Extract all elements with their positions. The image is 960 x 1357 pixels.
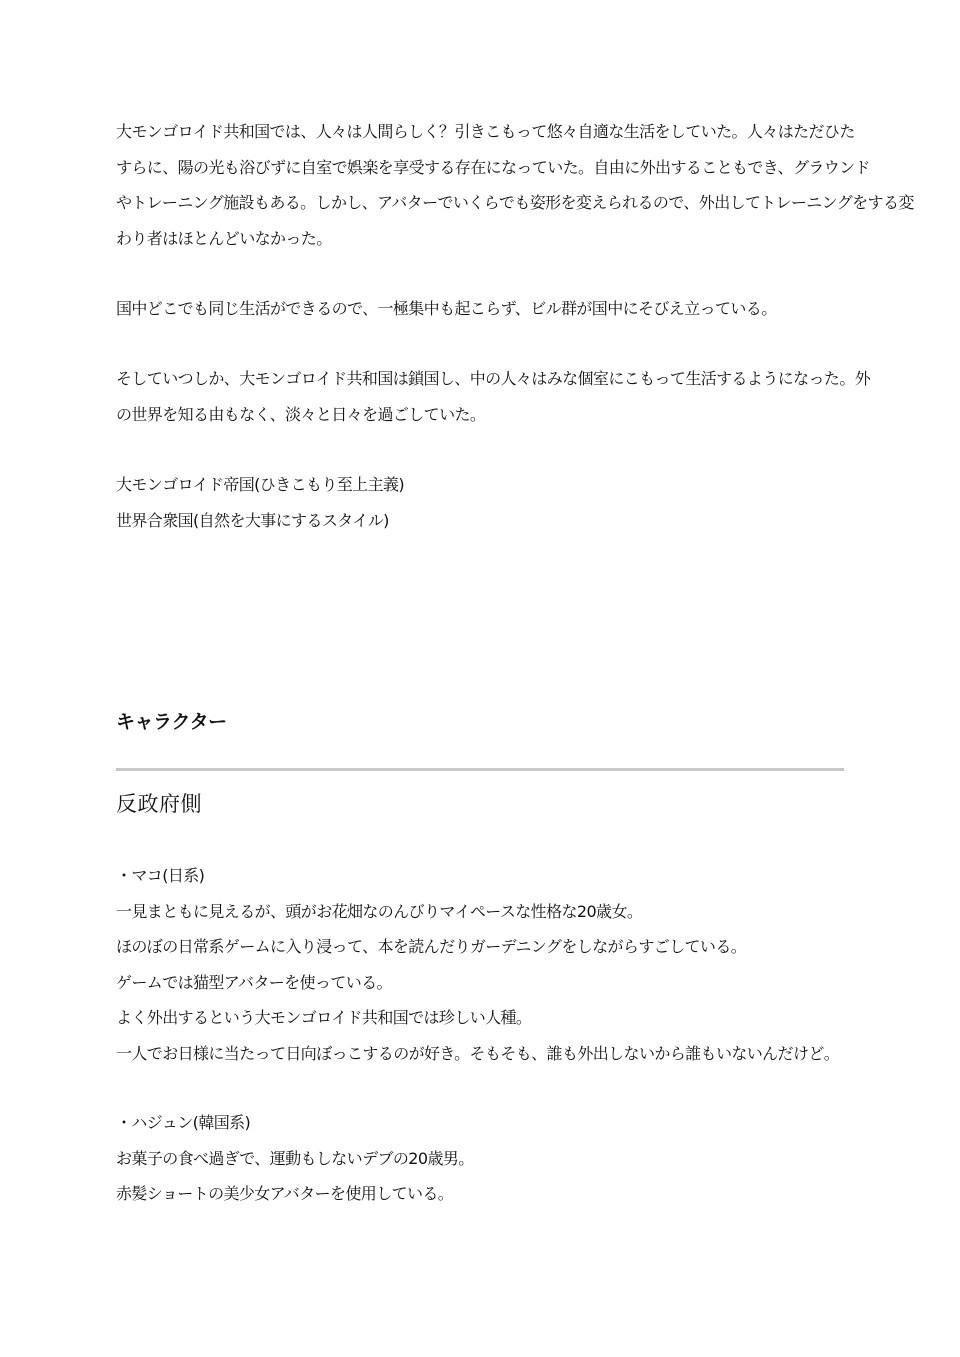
section-divider xyxy=(116,768,844,771)
characters-heading: キャラクター xyxy=(116,711,227,733)
text-line: 一見まともに見えるが、頭がお花畑なのんびりマイペースな性格な20歳女。 xyxy=(116,901,643,921)
faction-heading: 反政府側 xyxy=(116,792,202,816)
intro-paragraph-1 xyxy=(116,114,914,256)
text-line: 大モンゴロイド共和国では、人々は人間らしく？引きこもって悠々自適な生活をしていた。人々はただひた xyxy=(116,122,855,141)
text-line: ほのぼの日常系ゲームに入り浸って、本を読んだりガーデニングをしながらすごしている。 xyxy=(116,937,747,956)
text-line: わり者はほとんどいなかった。 xyxy=(116,228,332,248)
character-mako xyxy=(116,858,846,1071)
character-name: ・ハジュン(韓国系) xyxy=(116,1113,251,1132)
text-line: 一人でお日様に当たって日向ぼっこするのが好き。そもそも、誰も外出しないから誰もいないんだけど。 xyxy=(116,1043,840,1063)
text-line: すらに、陽の光も浴びずに自室で娯楽を享受する存在になっていた。自由に外出することもでき、グラウンド xyxy=(116,157,870,177)
text-line: やトレーニング施設もある。しかし、アバターでいくらでも姿形を変えられるので、外出してトレーニングをする変 xyxy=(116,193,914,212)
text-line: の世界を知る由もなく、淡々と日々を過ごしていた。 xyxy=(116,404,486,424)
intro-paragraph-2 xyxy=(116,291,846,327)
text-line: 大モンゴロイド帝国(ひきこもり至上主義) xyxy=(116,475,405,494)
character-hajun xyxy=(116,1105,846,1212)
country-list xyxy=(116,467,846,538)
text-line: そしていつしか、大モンゴロイド共和国は鎖国し、中の人々はみな個室にこもって生活するようになった。外 xyxy=(116,369,871,388)
character-name: ・マコ(日系) xyxy=(116,866,205,885)
text-line: ゲームでは猫型アバターを使っている。 xyxy=(116,972,392,992)
text-line: 世界合衆国(自然を大事にするスタイル) xyxy=(116,510,389,530)
intro-paragraph-3 xyxy=(116,361,871,432)
text-line: お菓子の食べ過ぎで、運動もしないデブの20歳男。 xyxy=(116,1148,474,1168)
text-line: 国中どこでも同じ生活ができるので、一極集中も起こらず、ビル群が国中にそびえ立っている。 xyxy=(116,299,777,318)
text-line: よく外出するという大モンゴロイド共和国では珍しい人種。 xyxy=(116,1008,532,1027)
text-line: 赤髪ショートの美少女アバターを使用している。 xyxy=(116,1184,454,1203)
